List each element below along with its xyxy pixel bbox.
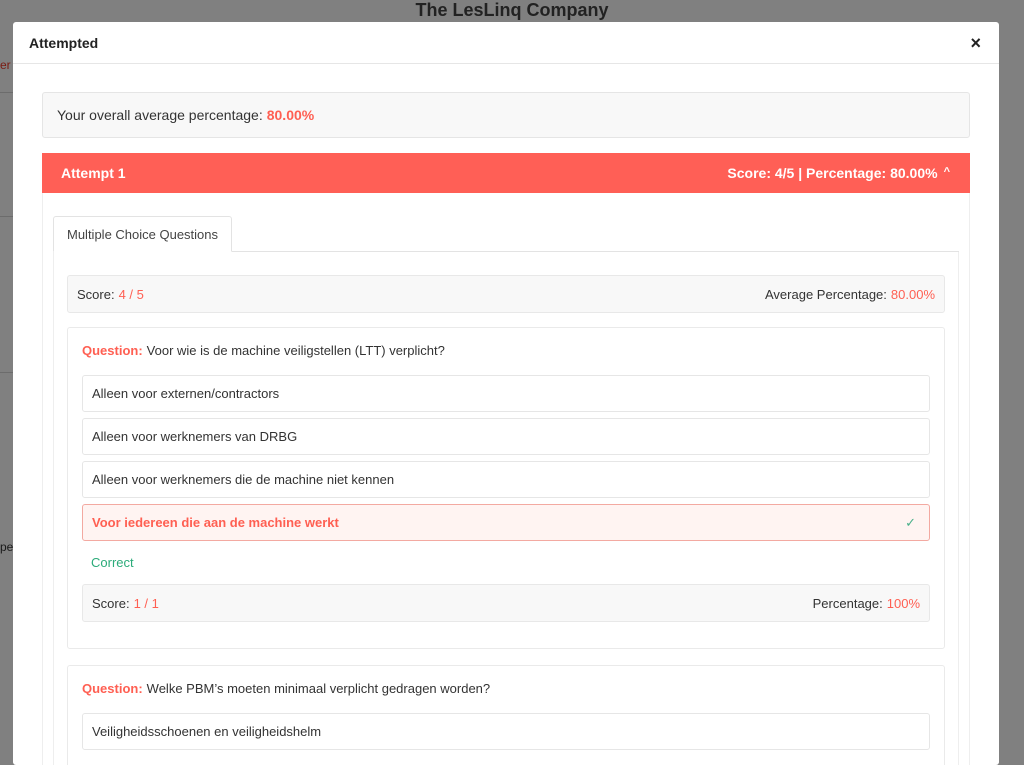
question-card: [67, 665, 945, 765]
answer-result: Correct: [91, 555, 134, 570]
question-percentage: [813, 596, 920, 611]
question-score-value: 1 / 1: [133, 595, 159, 611]
overall-average: [42, 92, 970, 138]
question-percentage-value: 100%: [886, 595, 920, 611]
question-card: [67, 327, 945, 649]
overall-average-value: 80.00%: [266, 107, 315, 123]
tab-bar: [53, 216, 959, 252]
score-label: Score:: [77, 286, 115, 302]
answer-option-label: Alleen voor werknemers van DRBG: [92, 429, 298, 444]
question-text: [82, 681, 930, 697]
answer-option: [82, 461, 930, 498]
attempt-summary: [727, 165, 950, 181]
average-label: Average Percentage:: [765, 286, 887, 302]
answer-options: [82, 713, 930, 750]
score-summary: [77, 287, 144, 302]
close-icon[interactable]: ×: [970, 32, 981, 53]
answer-option: [82, 713, 930, 750]
average-summary: [765, 287, 935, 302]
average-value: 80.00%: [890, 286, 935, 302]
answer-option: [82, 375, 930, 412]
question-label: Question:: [82, 343, 143, 358]
tab-panel: [53, 252, 959, 765]
question-text: [82, 343, 930, 359]
attempted-modal: [13, 22, 999, 765]
attempt-accordion-header[interactable]: [42, 153, 970, 193]
checkmark-icon: ✓: [905, 514, 916, 530]
question-label: Question:: [82, 681, 143, 696]
question-score-summary: [82, 584, 930, 622]
question-percentage-label: Percentage:: [812, 595, 883, 611]
attempt-summary-text: Score: 4/5 | Percentage: 80.00%: [727, 165, 938, 181]
attempt-title: Attempt 1: [61, 165, 126, 181]
answer-option-label: Voor iedereen die aan de machine werkt: [92, 515, 339, 530]
answer-option-label: Alleen voor externen/contractors: [92, 386, 280, 401]
modal-header: [13, 22, 999, 64]
answer-option-label: Alleen voor werknemers die de machine niet kennen: [92, 472, 395, 487]
question-score-label: Score:: [92, 595, 130, 611]
attempt-body: [42, 193, 970, 765]
answer-options: [82, 375, 930, 541]
attempt-score-summary: [67, 275, 945, 313]
modal-title: Attempted: [29, 34, 99, 51]
modal-body: [13, 64, 999, 765]
question-body: Voor wie is de machine veiligstellen (LTT) verplicht?: [146, 343, 445, 358]
tab-multiple-choice[interactable]: Multiple Choice Questions: [53, 216, 232, 252]
overall-average-label: Your overall average percentage:: [57, 107, 263, 123]
background-text-fragment: er: [0, 58, 11, 72]
question-score: [92, 596, 159, 611]
answer-option-selected: [82, 504, 930, 541]
chevron-up-icon[interactable]: ^: [943, 166, 950, 178]
score-value: 4 / 5: [118, 286, 144, 302]
question-body: Welke PBM’s moeten minimaal verplicht gedragen worden?: [146, 681, 491, 696]
answer-option-label: Veiligheidsschoenen en veiligheidshelm: [92, 724, 322, 739]
answer-option: [82, 418, 930, 455]
company-title: The LesLinq Company: [415, 0, 609, 20]
background-text-fragment: pe: [0, 540, 14, 554]
